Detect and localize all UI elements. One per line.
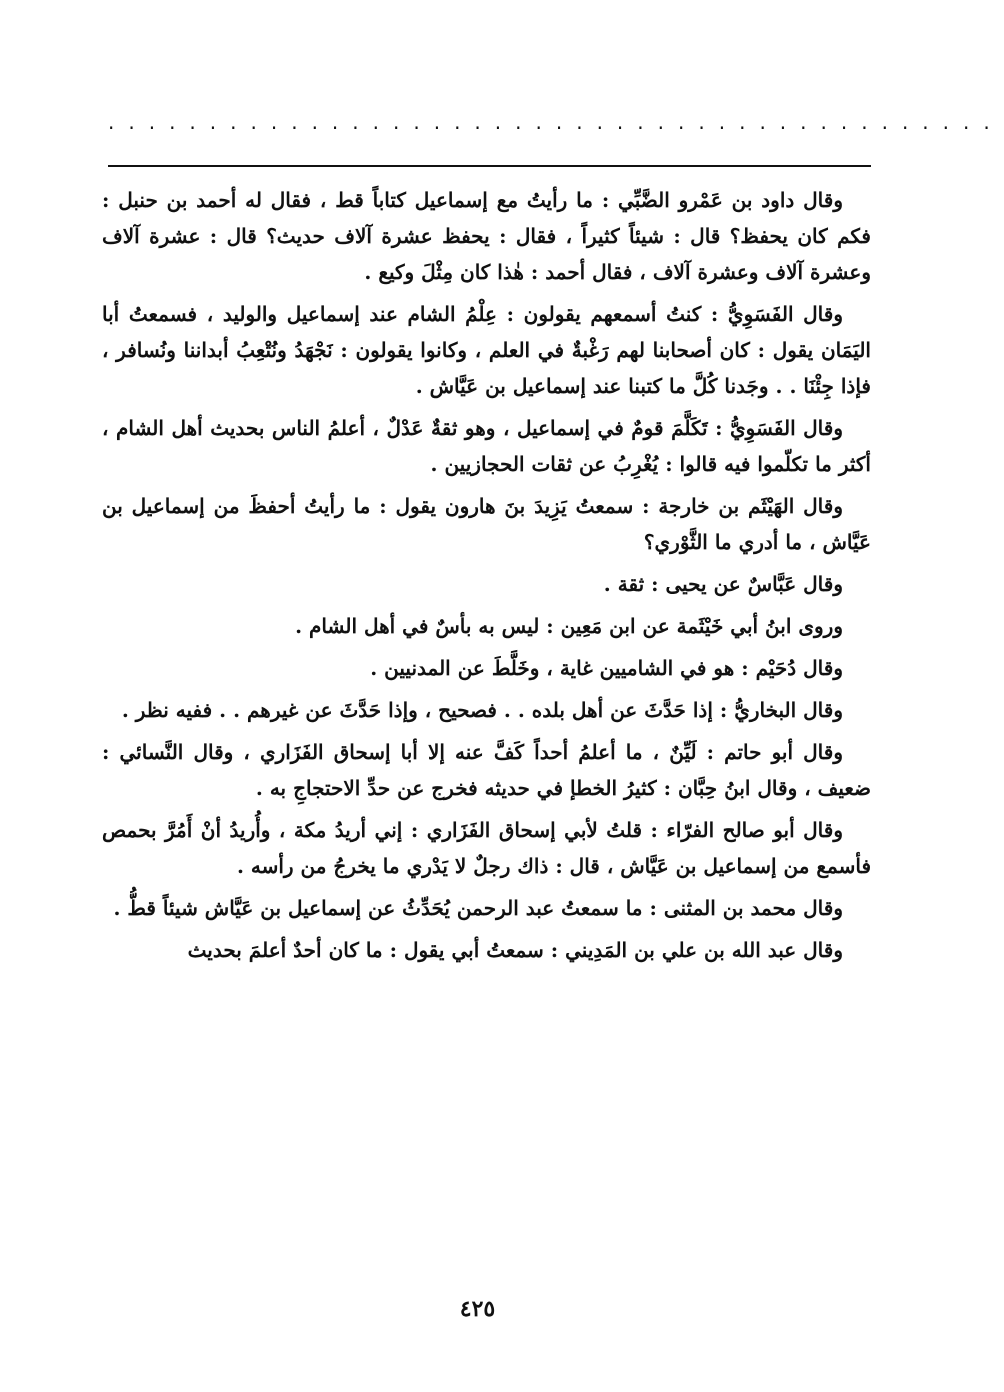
paragraph: وقال محمد بن المثنى : ما سمعتُ عبد الرحمن يُحَدِّثُ عن إسماعيل بن عَيَّاش شيئاً قطُّ . — [113, 896, 843, 920]
paragraph: وقال الفَسَوِيُّ : تَكَلَّمَ قومٌ في إسماعيل ، وهو ثقةٌ عَدْلٌ ، أعلمُ الناس بحديث أهل الشام ، أكثر ما تكلّموا فيه قالوا : يُغْرِبُ عن ثقات الحجازيين . — [102, 416, 871, 476]
paragraph: وقال الهَيْثَم بن خارجة : سمعتُ يَزِيدَ بنَ هارون يقول : ما رأيتُ أحفظَ من إسماعيل بن عَيَّاش ، ما أدري ما الثَّوْري؟ — [102, 494, 871, 554]
paragraph: وقال الفَسَوِيُّ : كنتُ أسمعهم يقولون : عِلْمُ الشام عند إسماعيل والوليد ، فسمعتُ أبا اليَمَان يقول : كان أصحابنا لهم رَغْبةٌ في العلم ، وكانوا يقولون : نَجْهَدُ ونُتْعِبُ أبداننا ونُسافر ، فإذا جِئْنَا . . وجَدنا كُلَّ ما كتبنا عند إسماعيل بن عَيَّاش . — [102, 302, 871, 398]
main-text — [102, 182, 871, 1272]
paragraph: وقال عَبَّاسٌ عن يحيى : ثقة . — [603, 572, 843, 596]
paragraph: وروى ابنُ أبي خَيْثَمة عن ابن مَعِين : ليس به بأسٌ في أهل الشام . — [295, 614, 843, 638]
paragraph: وقال أبو حاتم : لَيِّنٌ ، ما أعلمُ أحداً كَفَّ عنه إلا أبا إسحاق الفَزَاري ، وقال النَّسائي : ضعيف ، وقال ابنُ حِبَّان : كثيرُ الخطإ في حديثه فخرج عن حدِّ الاحتجاجِ به . — [102, 740, 871, 800]
paragraph: وقال دُحَيْم : هو في الشاميين غاية ، وخَلَّطَ عن المدنيين . — [370, 656, 843, 680]
header-rule — [108, 165, 871, 167]
page-number: ٤٢٥ — [459, 1296, 496, 1322]
header-dotted-line: ............................................ — [108, 110, 1004, 134]
paragraph: وقال عبد الله بن علي بن المَدِيني : سمعتُ أبي يقول : ما كان أحدٌ أعلمَ بحديث — [187, 938, 843, 962]
paragraph: وقال داود بن عَمْرو الضَّبِّي : ما رأيتُ مع إسماعيل كتاباً قط ، فقال له أحمد بن حنبل : فكم كان يحفظ؟ قال : شيئاً كثيراً ، فقال : يحفظ عشرة آلاف حديث؟ قال : عشرة آلاف وعشرة آلاف وعشرة آلاف ، فقال أحمد : هٰذا كان مِثْلَ وكيع . — [102, 188, 871, 284]
paragraph: وقال أبو صالح الفرّاء : قلتُ لأبي إسحاق الفَزَاري : إني أريدُ مكة ، وأُريدُ أنْ أَمُرَّ بحمص فأسمع من إسماعيل بن عَيَّاش ، قال : ذاك رجلٌ لا يَدْري ما يخرجُ من رأسه . — [102, 818, 871, 878]
paragraph: وقال البخاريُّ : إذا حَدَّثَ عن أهل بلده . . فصحيح ، وإذا حَدَّثَ عن غيرهم . . ففيه نظر . — [121, 698, 843, 722]
